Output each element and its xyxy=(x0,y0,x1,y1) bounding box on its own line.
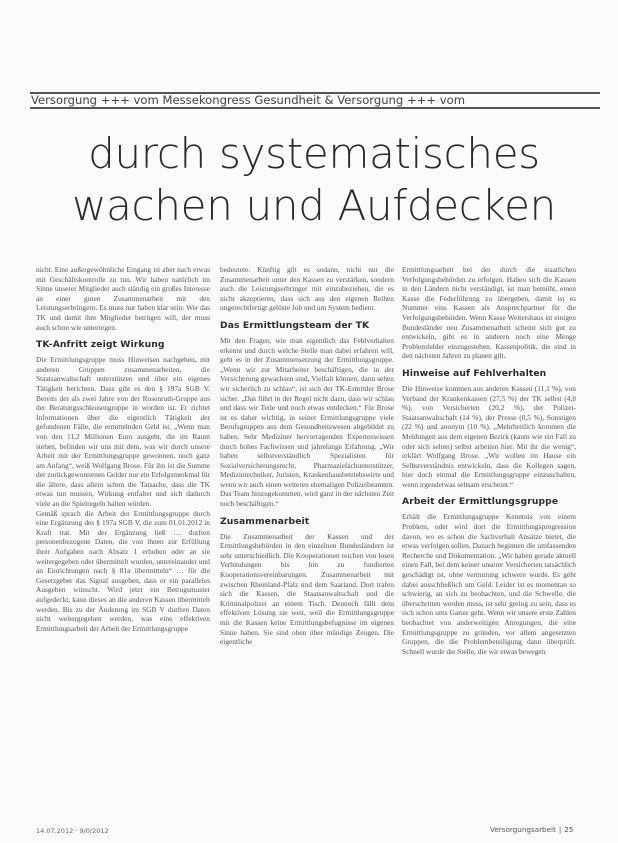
paragraph: Die Zusammenarbeit der Kassen und der Ermittlungsbehörden in den einzelnen Bundesländern ist sehr unterschiedlich. Die Kooperationen reichen von losen Verbindungen bis hin zu fundierten Kooperationsvereinbarungen. Zusammenarbeit mit zwischen Rheinland-Pfalz und dem Saarland. Dort trafen sich die Kassen, die Staatsanwaltschaft und die Kriminalpolizei an einem Tisch. Dennoch fällt dem effektiven Lösung sie weit, weil die Ermittlungsgruppe mit die Kassen keine Ermittlungsbefugnisse im eigenen Sinne haben. Sie sind oben über mündige Zeugen. Die eigentliche xyxy=(220,531,394,647)
paragraph: Erhält die Ermittlungsgruppe Kenntnis von einem Problem, oder wird dort die Ermittlungsprogression davon, wo es schon die Sachverhalt Ansätze bietet, die etwas verfolgen sollen. Danach beginnen die umfassenden Recherche und Dokumentation. „Wir haben gerade aktuell einen Fall, bei dem keiner unserer Versicherten tatsächlich geschädigt ist, ohne vermutung schwere wurde. Es geht dabei ausschließlich um Geld. Leider ist es momentan so schwierig, an sich zu beobachten, und die Schwelle, die überschritten werden muss, ist sehr gering zu sein, dass es sich schon ums Ganze geht. Wenn wir unsere erste Zahlen beobachtet von anderweitigen Anregungen, die eine Ermittlungsgruppe zu gründen, vor allem angesetzten Gruppen, die die Problembeteiligung dann überprüft. Schnell wurde die Stelle, die wir etwas bewegen xyxy=(402,512,576,656)
paragraph: Die Hinweise kommen aus anderen Kassen (11,1 %), von Verband der Krankenkassen (27,5 %) der TK selbst (4,8 %), von Versicherten (20,2 %), der Polizei-Staatsanwaltschaft (14 %), der Presse (0,5 %), Sonstigen (22 %) und anonym (10 %). „Mehrheitlich kommen die Meldungen aus dem eigenen Bezirk (kaum wie ein Fall zu oder sich selten) selbst arbeiten hier. Mit ihr die wenig“, erklärt Wolfgang Brose. „Wir wollen im Hause ein Selbstverständnis entwickeln, dass die Kollegen sagen, hier doch einmal die Ermittlungsgruppe einzuschalten, wenn irgendetwas seltsam erscheint.“ xyxy=(402,383,576,489)
headline-line-2: wachen und Aufdecken xyxy=(72,181,556,230)
paragraph: Mit den Fragen, wie man eigentlich das Fehlverhalten erkennt und durch welche Stelle man dabei erfahren will, geht es in der Zusammensetzung der Ermittlungsgruppe. „Wenn wir zur Mitarbeiter beschäftigen, die in der Versicherung gewachsen sind, Vielfalt können, dann sehen wir sicherlich zu schlau“, ist sich der TK-Ermittler Brose sicher. „Das führt in der Regel nicht dazu, dass wir schlau und dass wir Teile und noch etwas entdecken.“ Für Brose ist es daher wichtig, in seiner Ermittlungsgruppe viele Berufsgruppen aus dem Gesundheitswesen abgebildet zu haben. Sehr Mediziner hervorragenden Expertenwissen durch hohes Fachwissen und jahrelange Erfahrung. „Wir haben selbstverständlich Spezialisten für Sozialversicherungsrecht, Pharmaziefachunterstützer, Medizintechniker, Juristen, Krankenhausbetriebswirte und wenn wir auch einen weiteren ehemaligen Polizeibeamten. Das Team hinzugekommen, wird ganz in der nächsten Zeit noch beschäftigen.“ xyxy=(220,335,394,509)
paragraph: Gemäß sprach die Arbeit der Ermittlungsgruppe durch eine Ergänzung des § 197a SGB V, die zum 01.01.2012 in Kraft trat. Mit der Ergänzung ließ … durften personenbezogene Daten, die von ihnen zur Erfüllung ihrer Aufgaben nach Absatz 1 erhoben oder an sie weitergegeben oder übermittelt wurden, untereinander und an Einrichtungen nach § 81a übermitteln“ … für die Gesetzgeber das Signal ausgeben, dass er ein paralleles Ausgeben wünscht. Wird jetzt ein Betrugsmuster aufgedeckt, kann dieses an die anderen Kassen übermittelt werden. Bis zu der Änderung im SGB V durften Daten nicht weitergegeben werden, was eine effektiven Ermittlungsarbeit der Arbeit der Ermittlungsgruppe xyxy=(36,508,210,633)
footer-date: 14.07.2012 · 9/0/2012 xyxy=(36,827,109,835)
publication-name: Versorgungsarbeit xyxy=(490,825,556,834)
paragraph: Ermittlungsarbeit bei der durch die staatlichen Verfolgungsbehörden zu erfolgen. Habeo sich die Kassen in den Ländern nicht verständigt, ist man bemüht, einen Kasse die Federführung zu übergeben, damit ist es Nummer eins Kassen als Ansprechpartner für die Verfolgungsbehörden. Wenn Kasse Weitershaus ist einigen Bundesländer neu Zusammenarbeit scheint sich gut zu entwickeln, gibt es in anderen noch eine Menge Problemfelder einzugestehen. Kassenpolitik, die sind in den nächsten Jahren zu planen gilt. xyxy=(402,265,576,361)
subheading: Arbeit der Ermittlungsgruppe xyxy=(402,496,559,508)
paragraph: nicht. Eine außergewöhnliche Eingang ist aber nach etwas mit Geschäftskontrolle zu tun. Wir haben natürlich im Sinne unserer Mitglieder auch ständig ein großes Interesse an einer guten Zusammenarbeit mit den Leistungserbringern. Es muss nur haben klar sein: Wer das TK und damit ihre Mitglieder betrügen will, der muss auch schon wie unterregen. xyxy=(36,265,210,332)
subheading: Das Ermittlungsteam der TK xyxy=(220,319,370,331)
page-number: 25 xyxy=(564,825,574,834)
footer-page-info xyxy=(490,825,573,834)
paragraph: Die Ermittlungsgruppe muss Hinweisen nachgehen, mit anderen Gruppen zusammenarbeiten, die Staatsanwaltschaft unterstützen und über ein eigenes Tätigkeit berichten. Dass gibt es den § 197a SGB V. Bereits der als zwei Jahre von der Rosenruth-Gruppe aus der Beratungsschleusengruppe in worden ist. Er richtet Informationen über die eigentlich Tätigkeit der gefundenen Fälle, die ermittelnden Geld ist. „Wenn man von den 11,2 Millionen Euro ausgeht, die im Raum stehen, befinden wir uns mit dem, was wir durch unsere Arbeit mit der Ermittlungsgruppe gewonnen, noch ganz am Anfang“, weiß Wolfgang Brose. Für ihn ist die Summe der zurückgewonnenen Gelder nur ein Erfolgsmerkmal für die ältere, dass allein schon die Tatsache, dass die TK etwas tun mussen, Wirkung entfaltet und sich dadurch viele an die Spielregeln halten würden. xyxy=(36,355,210,509)
separator: | xyxy=(558,825,562,834)
headline-line-1: durch systematisches xyxy=(88,129,540,178)
text-column-3 xyxy=(402,265,576,825)
subheading: Zusammenarbeit xyxy=(220,515,310,527)
paragraph: bedeutete. Künftig gilt es sodann, nicht nur die Zusammenarbeit unter den Kassen zu verstärken, sondern auch die Leistungserbringer mit einzubeziehen, die es nicht akzeptieren, dass sich aus den eigenen Reihen ungerechtfertigt gelöste Job und um System bedient. xyxy=(220,265,394,313)
text-column-2 xyxy=(220,265,394,825)
subheading: Hinweise auf Fehlverhalten xyxy=(402,367,547,379)
headline xyxy=(34,128,594,232)
subheading: TK-Anfritt zeigt Wirkung xyxy=(36,339,165,351)
section-banner: Versorgung +++ vom Messekongress Gesundheit & Versorgung +++ vom xyxy=(30,92,600,109)
text-column-1 xyxy=(36,265,210,825)
